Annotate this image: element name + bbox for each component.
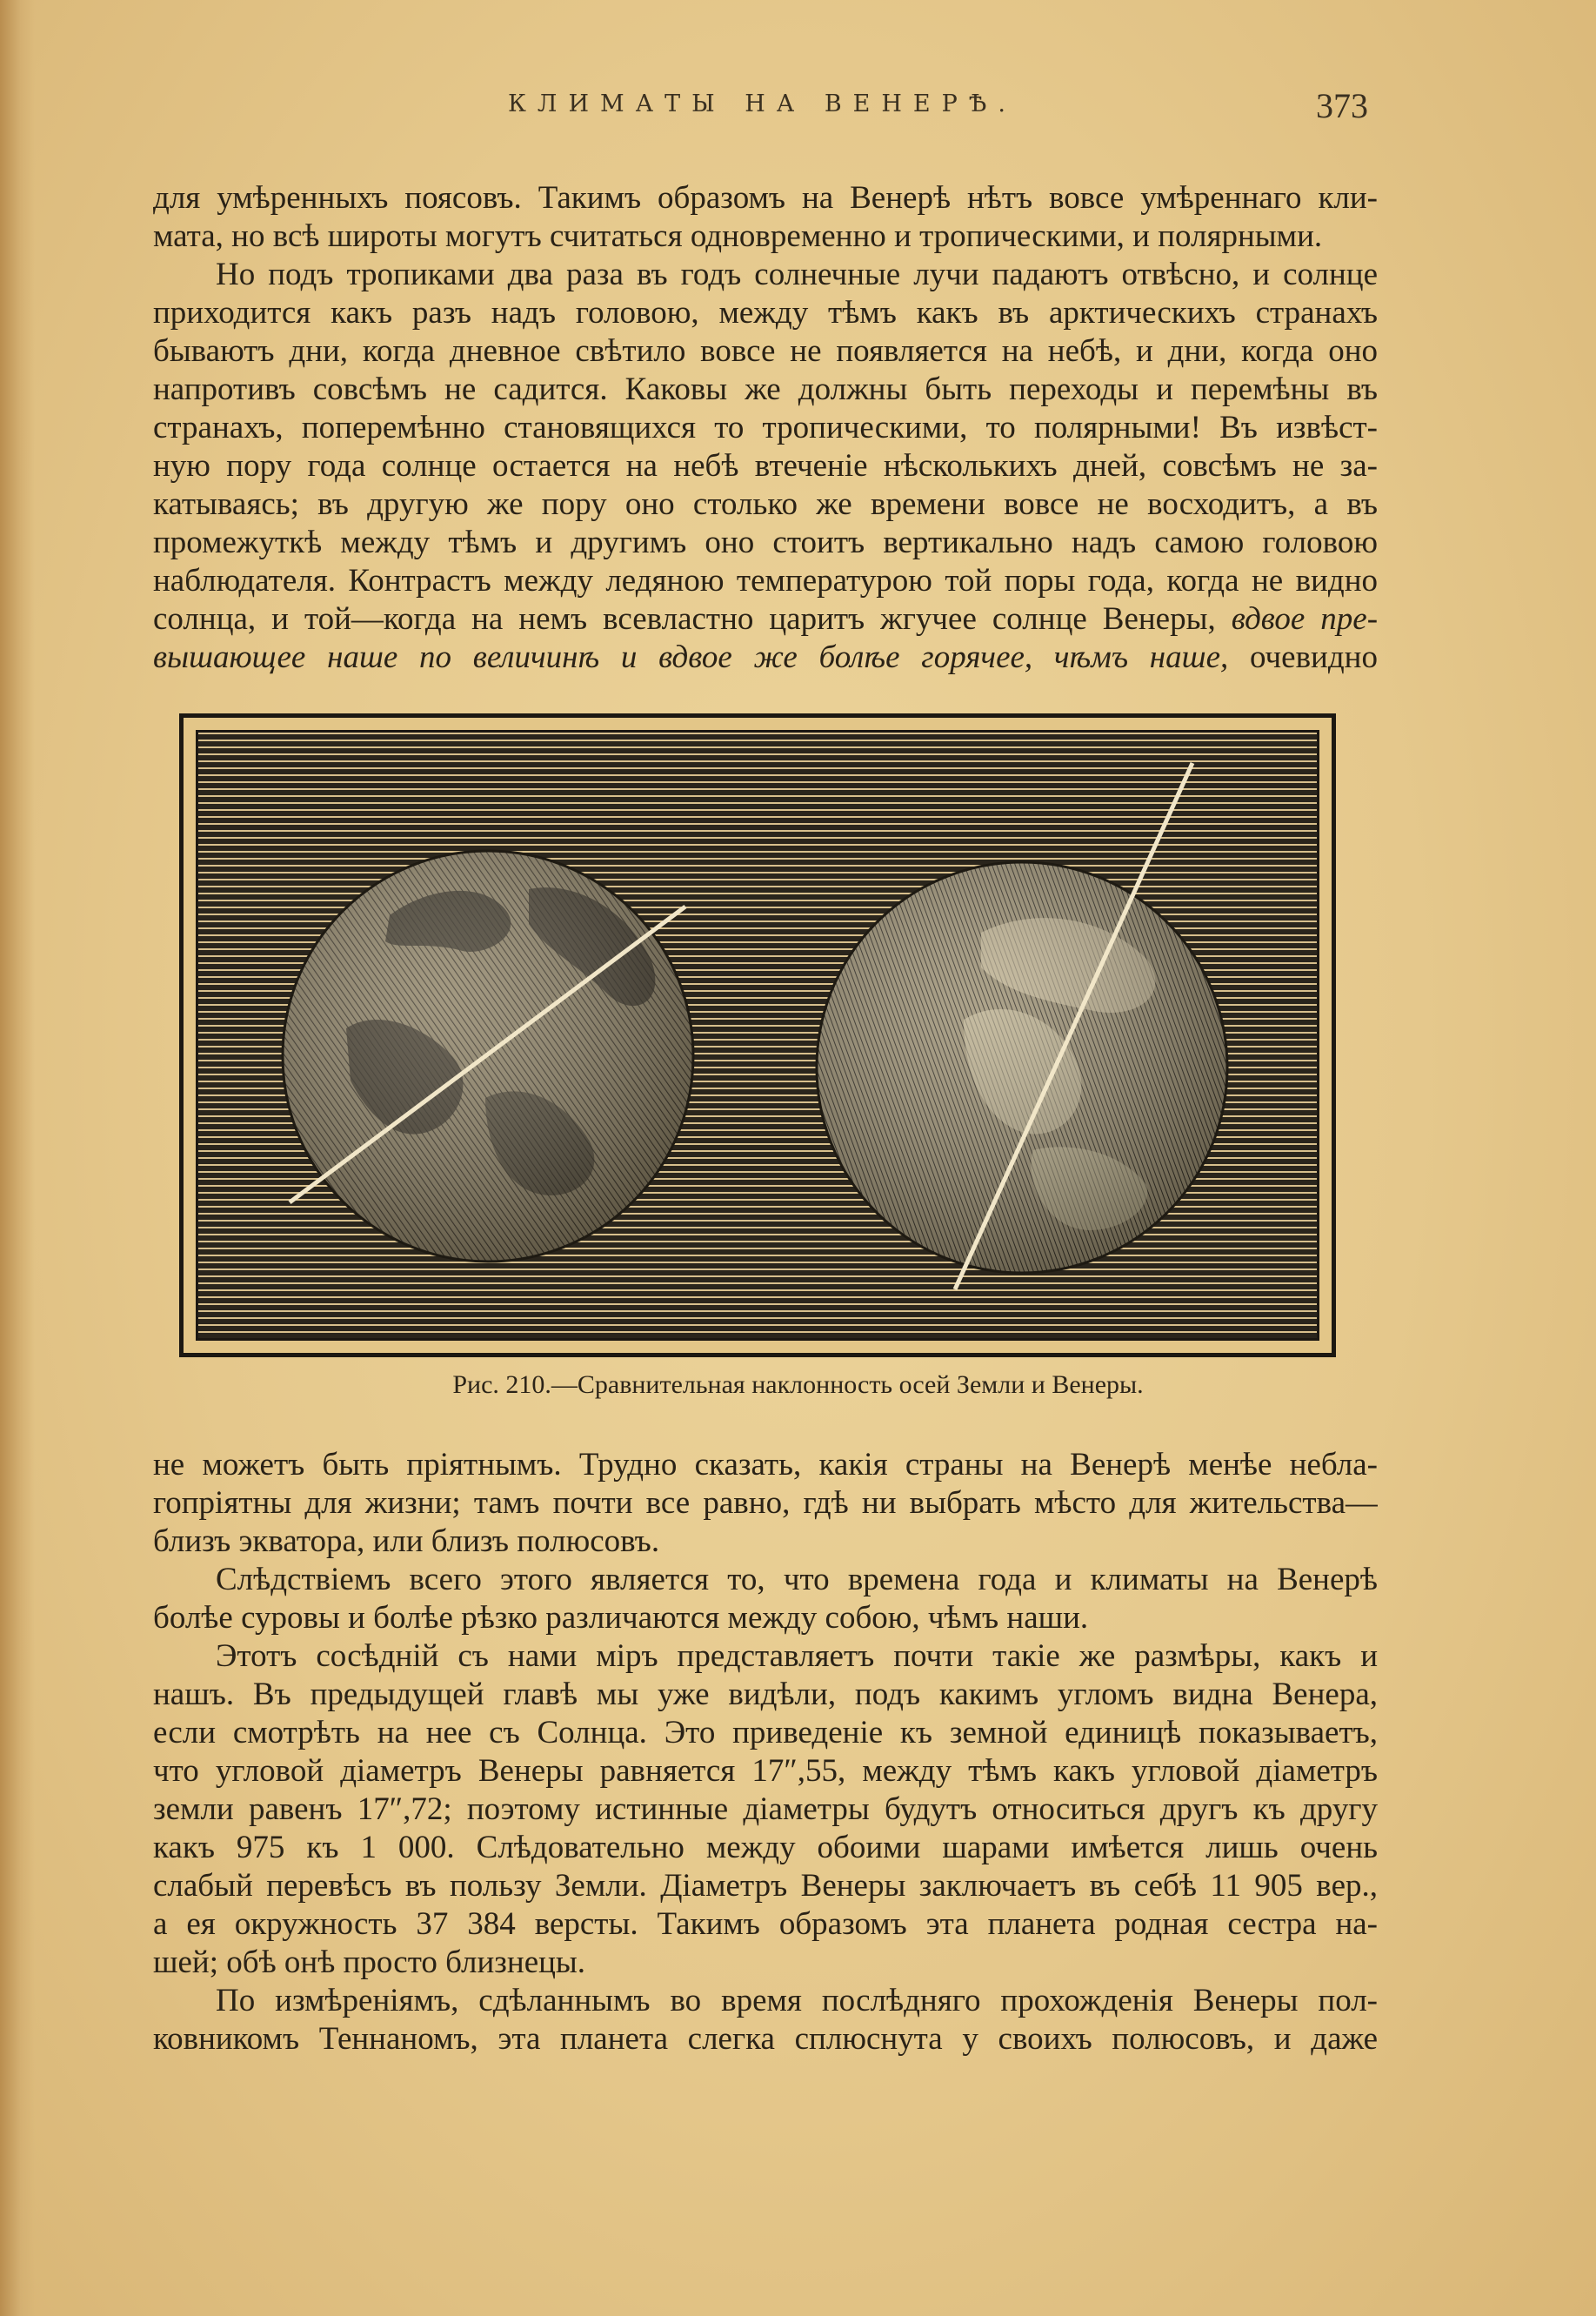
text-line: не можетъ быть пріятнымъ. Трудно сказать, какія страны на Венерѣ менѣе небла-: [153, 1447, 1378, 1483]
globes-illustration: [198, 733, 1319, 1341]
text-line: для умѣренныхъ поясовъ. Такимъ образомъ на Венерѣ нѣтъ вовсе умѣреннаго кли-: [153, 180, 1378, 216]
text-line: приходится какъ разъ надъ головою, между тѣмъ какъ въ арктическихъ странахъ: [153, 295, 1378, 331]
text-line: слабый перевѣсъ въ пользу Земли. Діаметръ Венеры заключаетъ въ себѣ 11 905 вер.,: [153, 1868, 1378, 1904]
text-line: если смотрѣть на нее съ Солнца. Это приведеніе къ земной единицѣ показываетъ,: [153, 1715, 1378, 1750]
text-line: ковникомъ Теннаномъ, эта планета слегка сплюснута у своихъ полюсовъ, и даже: [153, 2021, 1378, 2057]
paragraph-block-bottom: [153, 1446, 1378, 2058]
text-line: гопріятны для жизни; тамъ почти все равно, гдѣ ни выбрать мѣсто для жительства—: [153, 1485, 1378, 1521]
text-line: По измѣреніямъ, сдѣланнымъ во время послѣдняго прохожденія Венеры пол-: [216, 1983, 1378, 2018]
text-line: близъ экватора, или близъ полюсовъ.: [153, 1523, 660, 1559]
figure-hatched-background: [196, 730, 1319, 1341]
text-line: Слѣдствіемъ всего этого является то, что времена года и климаты на Венерѣ: [216, 1562, 1378, 1597]
text-line: мата, но всѣ широты могутъ считаться одновременно и тропическими, и полярными.: [153, 218, 1323, 254]
text-span: солнца, и той—когда на немъ всевластно царитъ жгучее солнце Венеры,: [153, 601, 1216, 637]
venus-globe: [817, 862, 1227, 1273]
text-line: шей; обѣ онѣ просто близнецы.: [153, 1945, 586, 1980]
text-line: промежуткѣ между тѣмъ и другимъ оно стоитъ вертикально надъ самою головою: [153, 525, 1378, 560]
text-line: странахъ, поперемѣнно становящихся то тропическими, то полярными! Въ извѣст-: [153, 410, 1378, 445]
page-edge-shadow: [0, 0, 35, 2316]
text-line: какъ 975 къ 1 000. Слѣдовательно между обоими шарами имѣется лишь очень: [153, 1830, 1378, 1865]
text-line: напротивъ совсѣмъ не садится. Каковы же должны быть переходы и перемѣны въ: [153, 371, 1378, 407]
italic-span: вдвое пре-: [1231, 601, 1378, 637]
running-head: [157, 86, 1368, 125]
text-line: нашъ. Въ предыдущей главѣ мы уже видѣли, подъ какимъ угломъ видна Венера,: [153, 1677, 1378, 1712]
text-line: наблюдателя. Контрастъ между ледяною температурою той поры года, когда не видно: [153, 563, 1378, 599]
text-line: катываясь; въ другую же пору оно столько же времени вовсе не восходитъ, а въ: [153, 486, 1378, 522]
text-line: [153, 600, 1378, 639]
page-number: 373: [1316, 86, 1368, 125]
text-line: Но подъ тропиками два раза въ годъ солнечные лучи падаютъ отвѣсно, и солнце: [216, 257, 1378, 292]
figure-engraving: [179, 713, 1336, 1357]
paragraph-block-top: [153, 179, 1378, 677]
text-line: [153, 639, 1378, 677]
text-line: болѣе суровы и болѣе рѣзко различаются между собою, чѣмъ наши.: [153, 1600, 1089, 1636]
running-title: КЛИМАТЫ НА ВЕНЕРѢ.: [508, 90, 1017, 117]
text-line: земли равенъ 17″,72; поэтому истинные діаметры будутъ относиться другъ къ другу: [153, 1791, 1378, 1827]
italic-span: вышающее наше по величинѣ и вдвое же болѣе горячее, чѣмъ наше,: [153, 639, 1229, 675]
text-span: очевидно: [1250, 639, 1378, 675]
text-line: что угловой діаметръ Венеры равняется 17″,55, между тѣмъ какъ угловой діаметръ: [153, 1753, 1378, 1789]
figure-caption: Рис. 210.—Сравнительная наклонность осей Земли и Венеры.: [452, 1370, 1144, 1399]
text-line: а ея окружность 37 384 версты. Такимъ образомъ эта планета родная сестра на-: [153, 1906, 1378, 1942]
text-line: бываютъ дни, когда дневное свѣтило вовсе не появляется на небѣ, и дни, когда оно: [153, 333, 1378, 369]
text-line: ную пору года солнце остается на небѣ втеченіе нѣсколькихъ дней, совсѣмъ не за-: [153, 448, 1378, 484]
text-line: Этотъ сосѣдній съ нами міръ представляетъ почти такіе же размѣры, какъ и: [216, 1638, 1378, 1674]
